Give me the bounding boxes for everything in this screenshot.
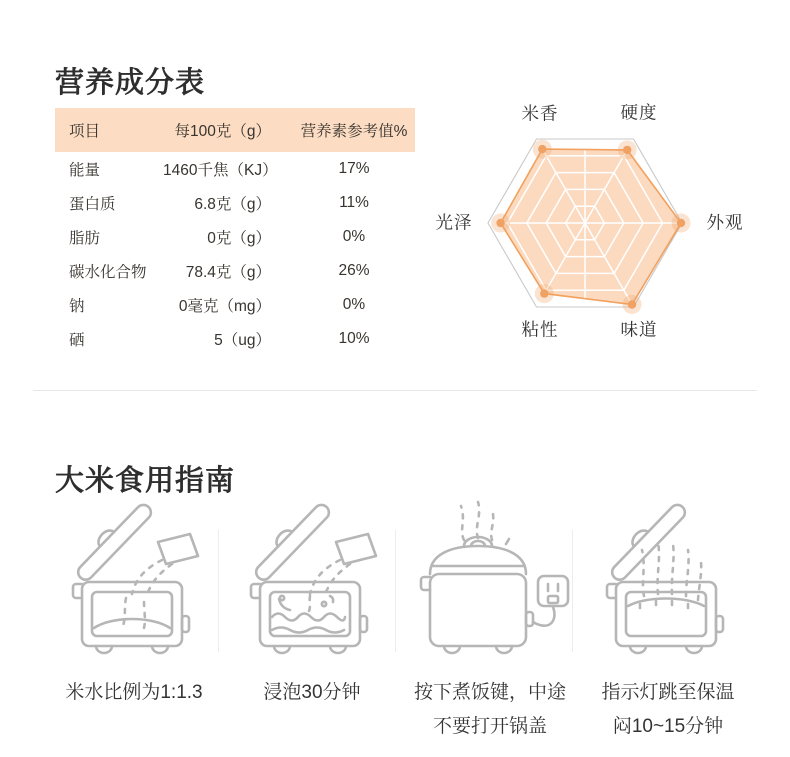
step-caption-line: 按下煮饭键，中途	[413, 682, 566, 703]
table-row	[55, 152, 415, 186]
radar-label-appearance: 外观	[706, 212, 744, 233]
step-divider	[572, 530, 573, 652]
step-divider	[218, 530, 219, 652]
table-row	[55, 254, 415, 288]
step-caption-line: 指示灯跳至保温	[601, 682, 735, 703]
rice-cooker-soak-icon	[224, 500, 400, 660]
nutrient-amount: 6.8克（g）	[194, 196, 271, 213]
nutrient-nrv: 10%	[338, 330, 370, 347]
table-row	[55, 220, 415, 254]
step-caption	[46, 676, 222, 710]
step-caption-line: 不要打开锅盖	[432, 716, 547, 737]
nutrient-nrv: 17%	[338, 160, 370, 177]
step-caption-line: 闷10~15分钟	[612, 716, 724, 737]
radar-label-taste: 味道	[620, 319, 658, 340]
guide-step-2	[224, 500, 400, 750]
nutrient-amount: 78.4克（g）	[185, 264, 271, 281]
guide-step-4	[580, 500, 756, 750]
guide-step-1	[46, 500, 222, 750]
rice-cooker-cooking-icon	[402, 500, 578, 660]
table-row	[55, 288, 415, 322]
nutrition-header-item: 项目	[69, 123, 101, 140]
nutrient-name: 硒	[69, 332, 85, 349]
nutrient-name: 钠	[69, 298, 85, 315]
nutrient-nrv: 0%	[342, 228, 366, 245]
step-caption	[224, 676, 400, 710]
guide-section-title: 大米食用指南	[55, 465, 236, 498]
nutrition-header-per100g: 每100克（g）	[174, 123, 271, 140]
step-caption	[402, 676, 578, 744]
nutrition-header-nrv: 营养素参考值%	[300, 123, 408, 140]
nutrient-amount: 5（ug）	[214, 332, 271, 349]
section-divider	[33, 390, 757, 391]
guide-step-3	[402, 500, 578, 750]
step-caption	[580, 676, 756, 744]
nutrient-name: 蛋白质	[69, 196, 116, 213]
step-caption-line: 米水比例为1:1.3	[65, 682, 203, 703]
step-caption-line: 浸泡30分钟	[263, 682, 361, 703]
nutrient-amount: 0毫克（mg）	[178, 298, 271, 315]
nutrient-name: 脂肪	[69, 230, 101, 247]
radar-label-rice-aroma: 米香	[521, 103, 559, 124]
radar-label-luster: 光泽	[435, 212, 473, 233]
rice-cooker-keep-warm-icon	[580, 500, 756, 660]
nutrient-nrv: 11%	[339, 194, 369, 211]
nutrition-table	[55, 108, 415, 356]
radar-label-stickiness: 粘性	[521, 319, 559, 340]
rice-cooker-add-rice-icon	[46, 500, 222, 660]
taste-radar-chart	[430, 95, 790, 360]
nutrient-nrv: 26%	[338, 262, 370, 279]
radar-label-hardness: 硬度	[620, 102, 658, 123]
table-row	[55, 186, 415, 220]
nutrient-nrv: 0%	[342, 296, 366, 313]
nutrition-section-title: 营养成分表	[55, 67, 206, 100]
nutrient-amount: 0克（g）	[207, 230, 271, 247]
nutrient-amount: 1460千焦（KJ）	[163, 162, 278, 179]
nutrient-name: 能量	[69, 162, 101, 179]
nutrition-table-header-row	[55, 108, 415, 152]
nutrient-name: 碳水化合物	[69, 264, 147, 281]
table-row	[55, 322, 415, 356]
step-divider	[395, 530, 396, 652]
